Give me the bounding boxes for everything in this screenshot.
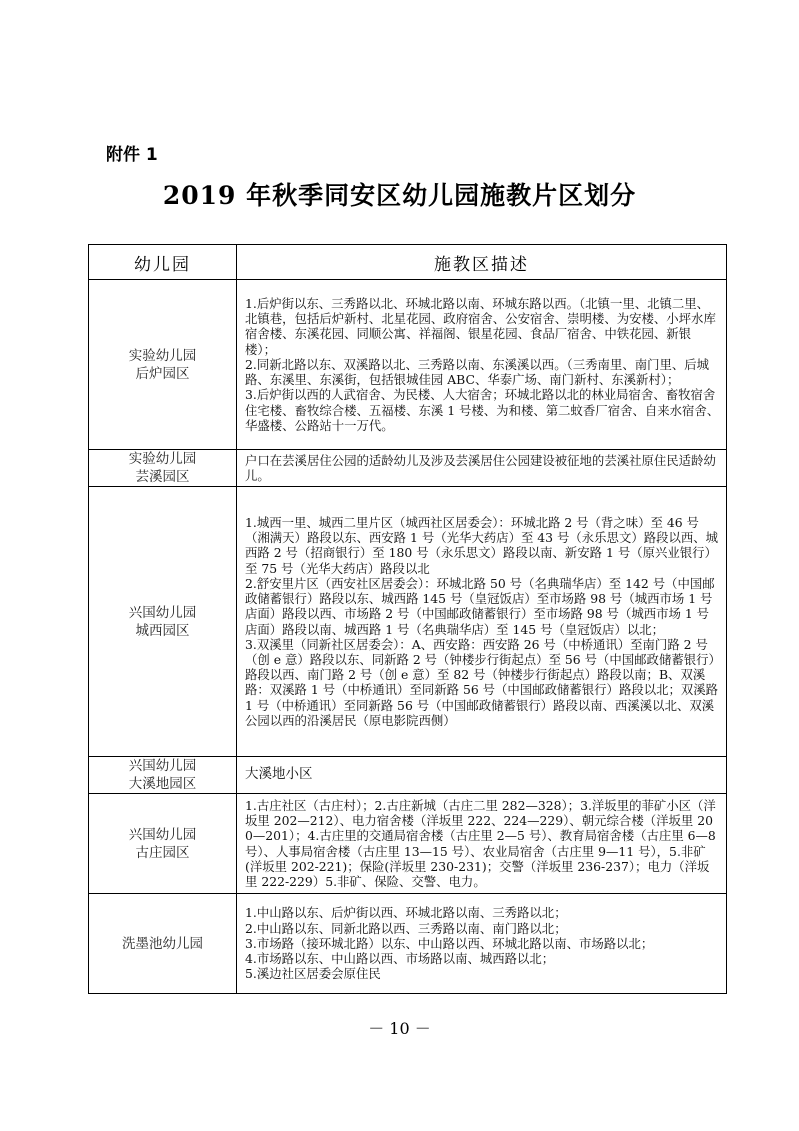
kindergarten-name-line: 实验幼儿园 xyxy=(128,451,197,467)
description-item: 4.市场路以东、中山路以西、市场路以南、城西路以北； xyxy=(245,951,555,967)
description-item: 1.城西一里、城西二里片区（城西社区居委会）：环城北路 2 号（背之味）至 46 号（湘满天）路段以东、西安路 1 号（光华大药店）至 43 号（永乐思文）路段以西、城西路 2 号（招商银行）至 180 号（永乐思文）路段以南、新安路 1 号（原兴业银行）至 75 号（光华大药店）路段以北 xyxy=(245,515,719,576)
header-kindergarten: 幼儿园 xyxy=(89,245,237,280)
kindergarten-name-line: 兴国幼儿园 xyxy=(128,758,197,774)
kindergarten-name-line: 城西园区 xyxy=(135,622,190,639)
kindergarten-name-line: 兴国幼儿园 xyxy=(128,604,197,621)
kindergarten-name-line: 洗墨池幼儿园 xyxy=(122,935,203,952)
header-description: 施教区描述 xyxy=(237,245,727,280)
table-row xyxy=(89,794,727,894)
kindergarten-name-line: 大溪地园区 xyxy=(128,776,197,792)
table-row xyxy=(89,450,727,487)
description-item: 1.后炉街以东、三秀路以北、环城北路以南、环城东路以西。（北镇一里、北镇二里、北镇巷，包括后炉新村、北星花园、政府宿舍、公安宿舍、崇明楼、为安楼、小坪水库宿舍楼、东溪花园、同顺公寓、祥福阁、银星花园、食品厂宿舍、中铁花园、新银楼）； xyxy=(245,296,716,357)
table-row xyxy=(89,894,727,994)
page-number: － 10 － xyxy=(368,1019,431,1038)
description-item: 户口在芸溪居住公园的适龄幼儿及涉及芸溪居住公园建设被征地的芸溪社原住民适龄幼儿。 xyxy=(245,452,716,483)
description-item: 2.同新北路以东、双溪路以北、三秀路以南、东溪溪以西。（三秀南里、南门里、后城路、东溪里、东溪街，包括银城佳园 ABC、华泰广场、南门新村、东溪新村）； xyxy=(245,356,710,388)
description-item: 3.后炉街以西的人武宿舍、为民楼、人大宿舍；环城北路以北的林业局宿舍、畜牧宿舍住宅楼、畜牧综合楼、五福楼、东溪 1 号楼、为和楼、第二蚊香厂宿舍、自来水宿舍、华盛楼、公路站十一万代。 xyxy=(245,387,720,433)
description-item: 1.古庄社区（古庄村）；2.古庄新城（古庄二里 282—328）；3.洋坂里的菲矿小区（洋坂里 202—212）、电力宿舍楼（洋坂里 222、224—229）、朝元综合楼（洋坂里 200—201）；4.古庄里的交通局宿舍楼（古庄里 2—5 号）、教育局宿舍楼（古庄里 6—8 号）、人事局宿舍楼（古庄里 13—15 号）、农业局宿舍（古庄里 9—11 号），5.非矿(洋坂里 202-221)；保险(洋坂里 230-231)；交警（洋坂里 236-237）；电力（洋坂里 222-229）5.非矿、保险、交警、电力。 xyxy=(245,797,716,889)
kindergarten-name xyxy=(89,894,237,994)
kindergarten-name xyxy=(89,487,237,757)
kindergarten-name xyxy=(89,794,237,894)
district-table xyxy=(88,244,727,994)
description-item: 3.市场路（接环城北路）以东、中山路以西、环城北路以南、市场路以北； xyxy=(245,935,654,951)
kindergarten-name xyxy=(89,450,237,487)
kindergarten-name-line: 古庄园区 xyxy=(135,844,190,861)
kindergarten-name-line: 后炉园区 xyxy=(135,365,190,382)
description-item: 大溪地小区 xyxy=(245,766,313,783)
table-row xyxy=(89,280,727,450)
kindergarten-name-line: 实验幼儿园 xyxy=(128,347,197,364)
description-item: 2.中山路以东、同新北路以西、三秀路以南、南门路以北； xyxy=(245,920,567,936)
district-description xyxy=(237,794,727,894)
table-row xyxy=(89,487,727,757)
kindergarten-name xyxy=(89,280,237,450)
district-description xyxy=(237,280,727,450)
description-item: 2.舒安里片区（西安社区居委会）：环城北路 50 号（名典瑞华店）至 142 号（中国邮政储蓄银行）路段以东、城西路 145 号（皇冠饭店）至市场路 98 号（城西市场 1 号店面）路段以西、市场路 2 号（中国邮政储蓄银行）至市场路 98 号（城西市场 1 号店面）路段以南、城西路 1 号（名典瑞华店）至 145 号（皇冠饭店）以北； xyxy=(245,575,715,637)
kindergarten-name-line: 兴国幼儿园 xyxy=(128,826,197,843)
district-description xyxy=(237,757,727,794)
district-description xyxy=(237,894,727,994)
description-item: 3.双溪里（同新社区居委会）：A、西安路：西安路 26 号（中桥通讯）至南门路 2 号（创 e 意）路段以东、同新路 2 号（钟楼步行街起点）至 56 号（中国邮政储蓄银行）路段以西、南门路 2 号（创 e 意）至 82 号（钟楼步行街起点）路段以南；B、双溪路：双溪路 1 号（中桥通讯）至同新路 56 号（中国邮政储蓄银行）路段以北；双溪路 1 号（中桥通讯）至同新路 56 号（中国邮政储蓄银行）路段以南、西溪溪以北、双溪公园以西的沿溪居民（原电影院西侧） xyxy=(245,636,719,728)
table-row xyxy=(89,757,727,794)
kindergarten-name xyxy=(89,757,237,794)
kindergarten-name-line: 芸溪园区 xyxy=(135,469,190,485)
page-title: 2019 年秋季同安区幼儿园施教片区划分 xyxy=(162,181,637,210)
district-description xyxy=(237,487,727,757)
attachment-label: 附件 1 xyxy=(106,145,158,165)
description-item: 1.中山路以东、后炉街以西、环城北路以南、三秀路以北； xyxy=(245,905,567,921)
district-description xyxy=(237,450,727,487)
description-item: 5.溪边社区居委会原住民 xyxy=(245,966,381,982)
table-header-row xyxy=(89,245,727,280)
